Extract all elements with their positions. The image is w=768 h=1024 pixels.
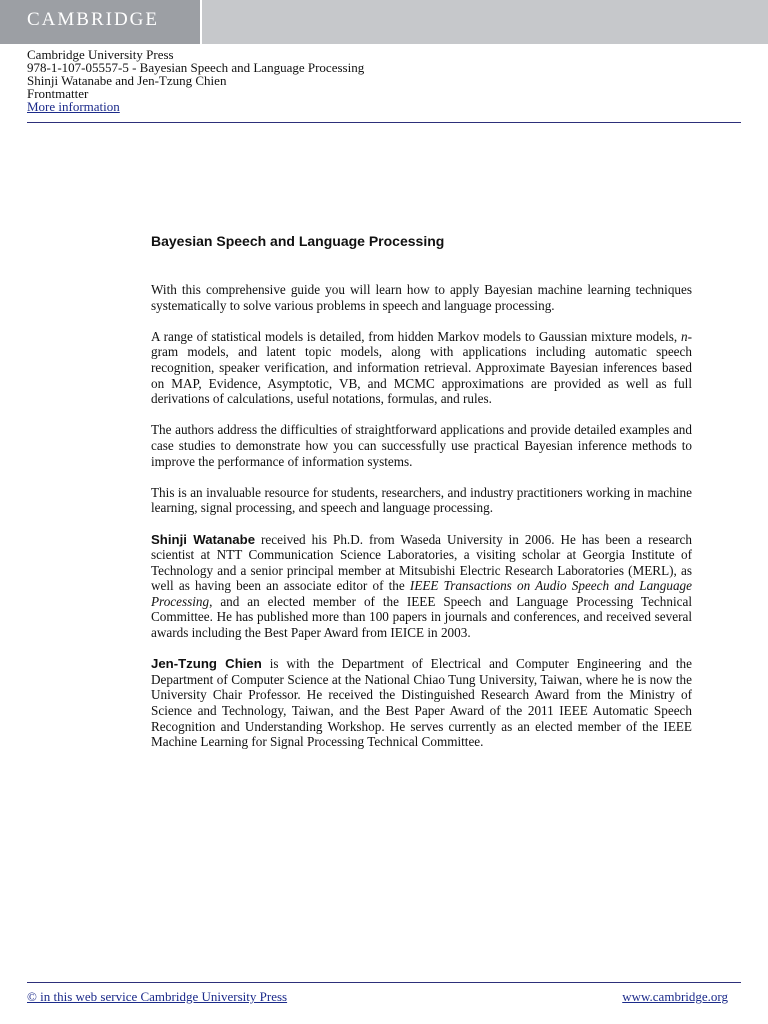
main-content bbox=[151, 232, 692, 765]
book-meta bbox=[27, 48, 364, 113]
publisher: Cambridge University Press bbox=[27, 47, 174, 62]
paragraph-models: A range of statistical models is detailed, from hidden Markov models to Gaussian mixture models, n-gram models, and latent topic models, along with applications including automatic speech recognition, speaker verification, and information retrieval. Approximate Bayesian inferences based on MAP, Evidence, Asymptotic, VB, and MCMC approximations are provided as well as full derivations of calculations, useful notations, formulas, and rules. bbox=[151, 328, 692, 407]
header-divider bbox=[27, 122, 741, 123]
isbn-title: 978-1-107-05557-5 - Bayesian Speech and Language Processing bbox=[27, 60, 365, 75]
cambridge-logo: CAMBRIDGE bbox=[27, 9, 160, 30]
author-name-chien: Jen-Tzung Chien bbox=[151, 656, 262, 672]
paragraph-intro: With this comprehensive guide you will learn how to apply Bayesian machine learning techniques systematically to solve various problems in speech and language processing. bbox=[151, 282, 692, 313]
header-bar bbox=[0, 0, 768, 44]
more-information-link[interactable]: More information bbox=[27, 99, 120, 114]
book-title: Bayesian Speech and Language Processing bbox=[151, 233, 445, 249]
copyright-link[interactable]: © in this web service Cambridge University Press bbox=[27, 989, 288, 1004]
paragraph-authors-address: The authors address the difficulties of straightforward applications and provide detailed examples and case studies to demonstrate how you can successfully use practical Bayesian inference methods to improve the performance of information systems. bbox=[151, 422, 692, 469]
footer-divider bbox=[27, 982, 741, 983]
section-label: Frontmatter bbox=[27, 86, 89, 101]
bio-watanabe: Shinji Watanabe received his Ph.D. from Waseda University in 2006. He has been a research scientist at NTT Communication Science Laboratories, a visiting scholar at Georgia Institute of Technology and a senior principal member at Mitsubishi Electric Research Laboratories (MERL), as well as having been an associate editor of the IEEE Transactions on Audio Speech and Language Processing, and an elected member of the IEEE Speech and Language Processing Technical Committee. He has published more than 100 papers in journals and conferences, and received several awards including the Best Paper Award from IEICE in 2003. bbox=[151, 531, 693, 641]
logo-box bbox=[0, 0, 202, 44]
authors: Shinji Watanabe and Jen-Tzung Chien bbox=[27, 73, 227, 88]
website-link[interactable]: www.cambridge.org bbox=[622, 989, 728, 1004]
bio-chien: Jen-Tzung Chien is with the Department of Electrical and Computer Engineering and the Department of Computer Science at the National Chiao Tung University, Taiwan, where he is now the University Chair Professor. He received the Distinguished Research Award from the Ministry of Science and Technology, Taiwan, and the Best Paper Award of the 2011 IEEE Automatic Speech Recognition and Understanding Workshop. He serves currently as an elected member of the IEEE Machine Learning for Signal Processing Technical Committee. bbox=[151, 656, 692, 750]
author-name-watanabe: Shinji Watanabe bbox=[151, 531, 256, 547]
paragraph-resource: This is an invaluable resource for students, researchers, and industry practitioners working in machine learning, signal processing, and speech and language processing. bbox=[151, 484, 692, 516]
